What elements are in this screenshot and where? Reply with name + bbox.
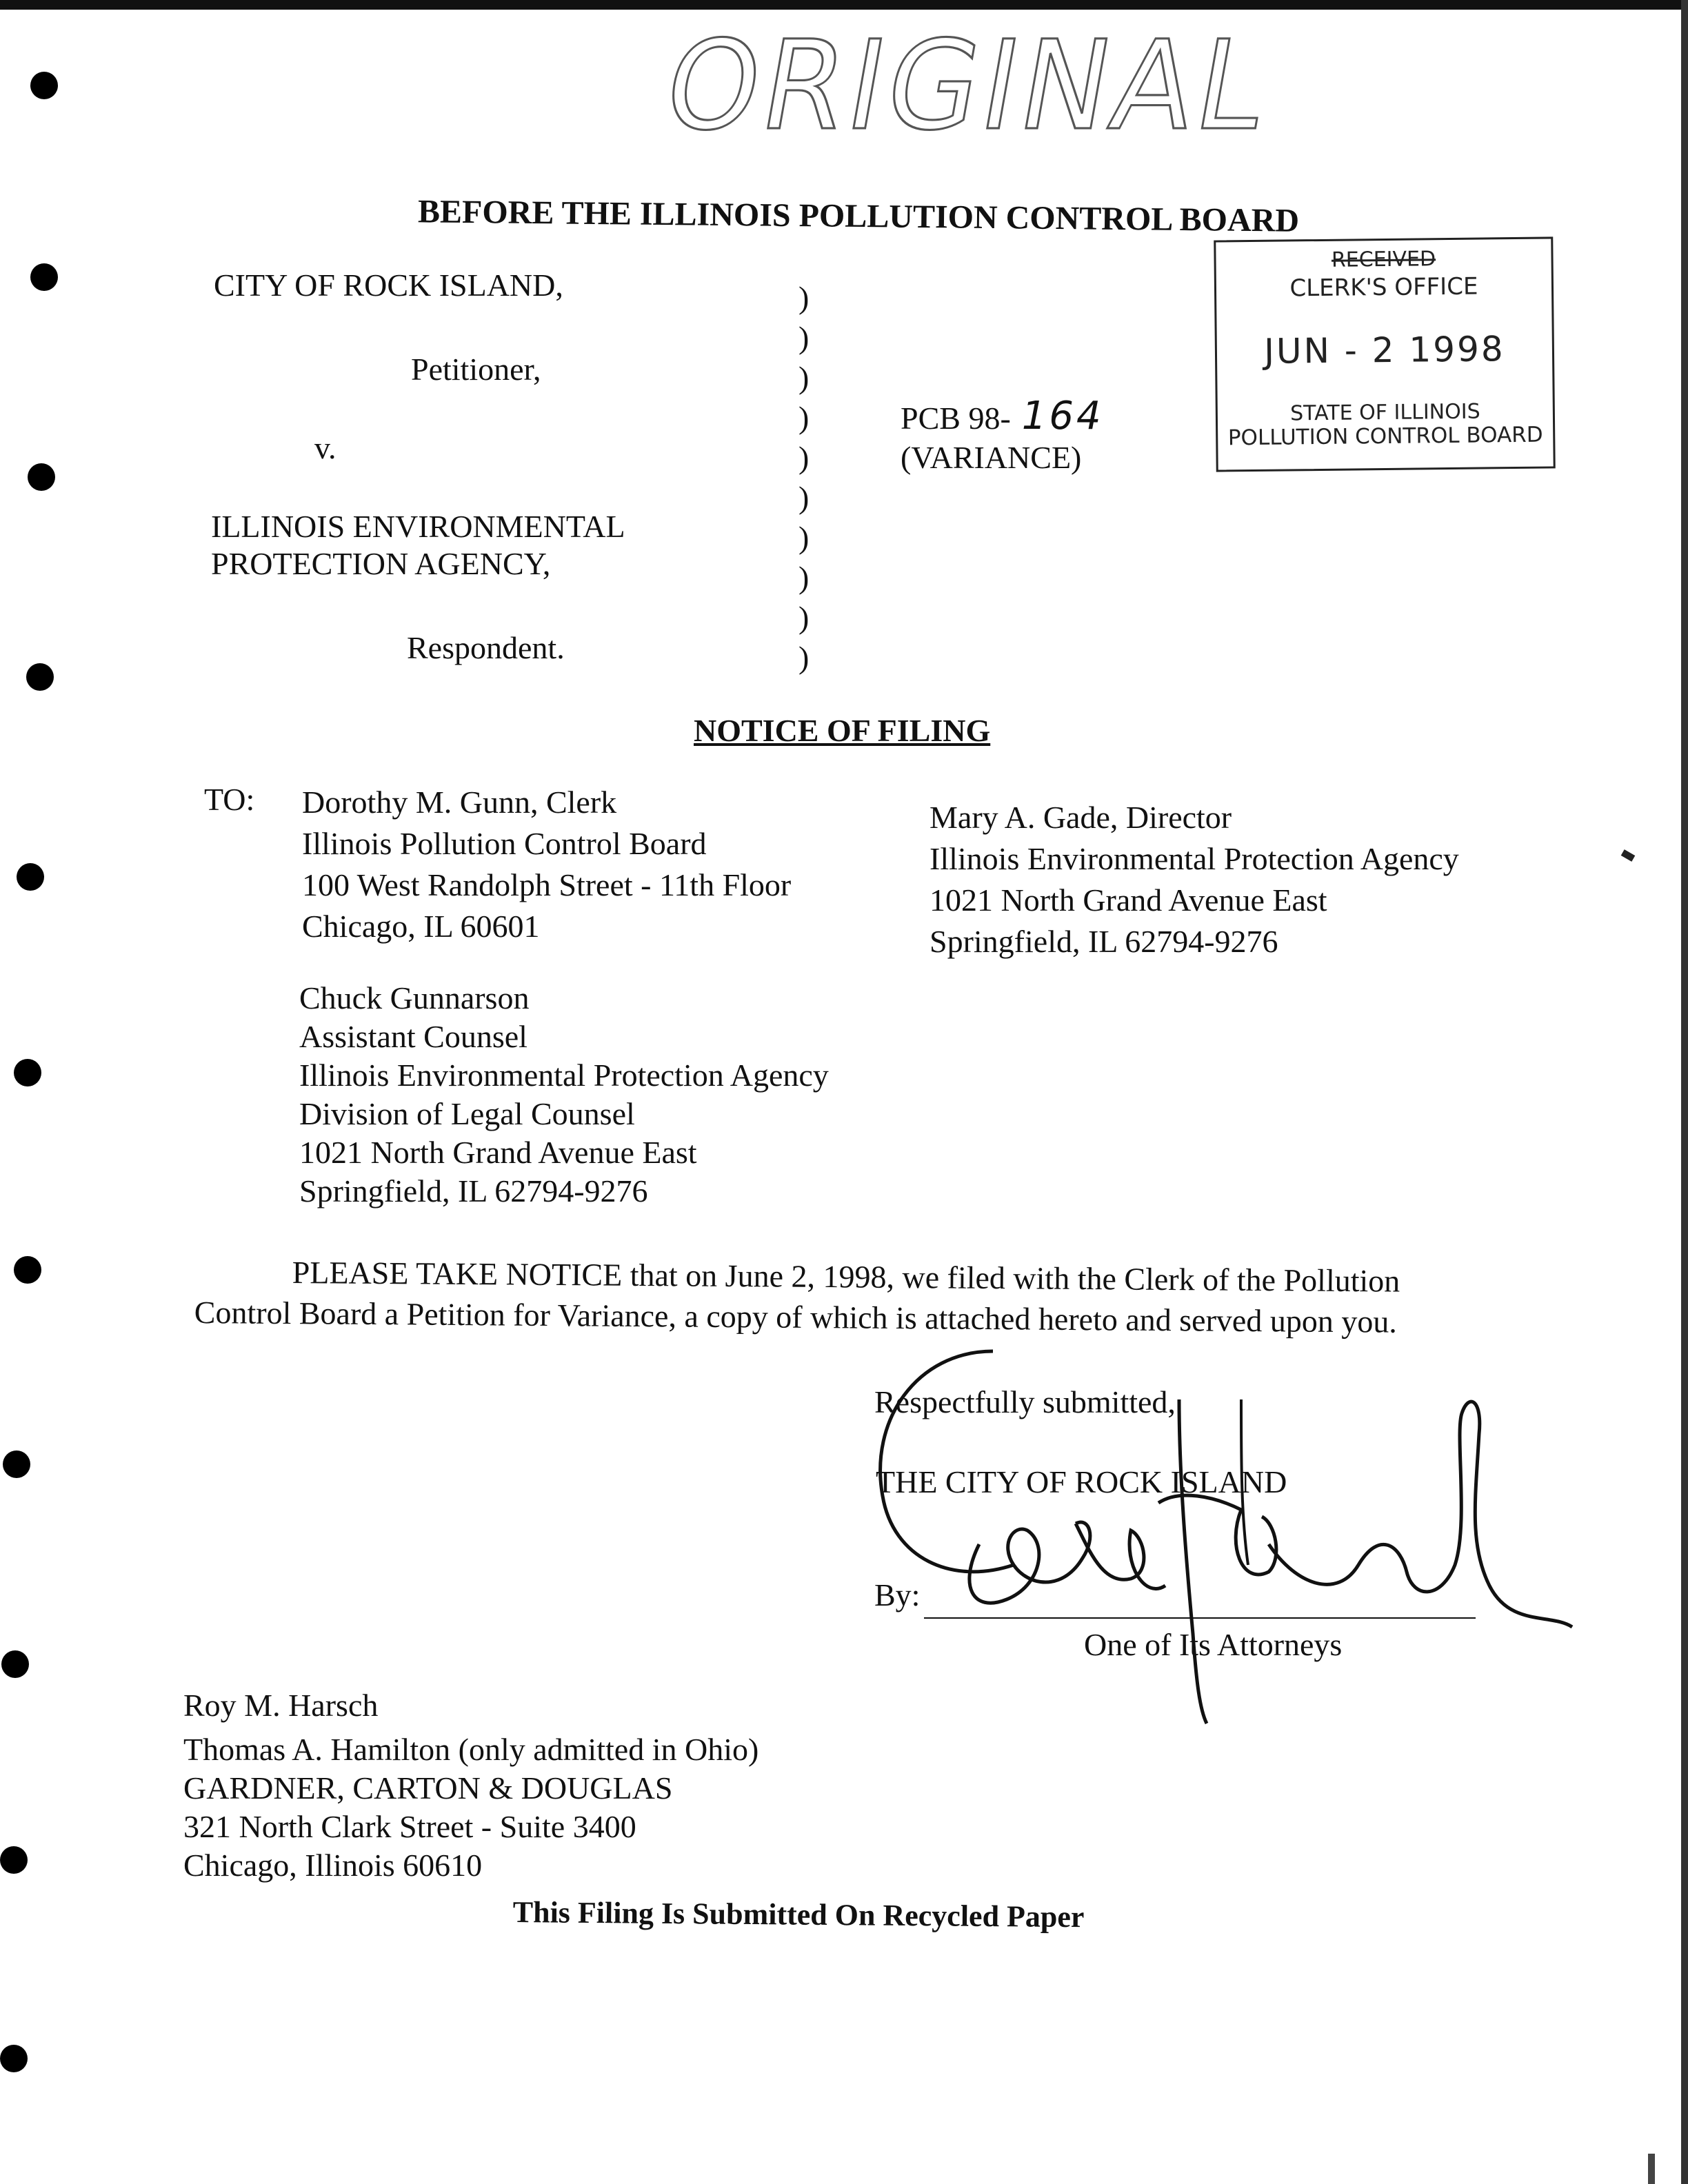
- stamp-received: RECEIVED: [1331, 247, 1436, 272]
- attorney-line: 321 North Clark Street - Suite 3400: [183, 1809, 636, 1844]
- recipient-line: Illinois Environmental Protection Agency: [299, 1058, 829, 1093]
- stamp-clerks-office: CLERK'S OFFICE: [1289, 272, 1478, 303]
- case-prefix: PCB 98-: [901, 401, 1011, 436]
- case-number-handwritten: 164: [1021, 394, 1104, 438]
- attorney-line: Chicago, Illinois 60610: [183, 1848, 483, 1883]
- stamp-board: POLLUTION CONTROL BOARD: [1227, 422, 1543, 451]
- caption-paren: ): [798, 520, 810, 555]
- case-number: [901, 394, 1104, 438]
- recipient-line: Chicago, IL 60601: [302, 909, 540, 944]
- board-heading: BEFORE THE ILLINOIS POLLUTION CONTROL BOARD: [417, 193, 1300, 239]
- stamp-state: STATE OF ILLINOIS: [1289, 399, 1480, 426]
- binder-hole: [14, 1256, 41, 1284]
- recipient-line: Assistant Counsel: [299, 1019, 528, 1054]
- recipient-director: [930, 798, 1459, 961]
- binder-hole: [0, 2045, 28, 2072]
- recipient-line: Illinois Environmental Protection Agency: [930, 841, 1459, 876]
- recipient-line: 1021 North Grand Avenue East: [299, 1135, 697, 1170]
- attorney-line: GARDNER, CARTON & DOUGLAS: [183, 1770, 673, 1806]
- caption-paren: ): [798, 400, 810, 435]
- signer-role: One of Its Attorneys: [1084, 1627, 1343, 1662]
- to-label: TO:: [204, 782, 255, 817]
- caption-paren: ): [798, 480, 810, 515]
- respondent-role: Respondent.: [407, 630, 565, 665]
- binder-hole: [26, 663, 54, 691]
- recycled-paper-note: This Filing Is Submitted On Recycled Paper: [512, 1895, 1085, 1934]
- notice-title: NOTICE OF FILING: [694, 713, 991, 748]
- caption-paren: ): [798, 560, 810, 595]
- recipient-line: Springfield, IL 62794-9276: [930, 924, 1278, 959]
- scan-speck: [1621, 849, 1636, 862]
- attorney-line: Thomas A. Hamilton (only admitted in Ohio): [183, 1732, 759, 1767]
- recipient-line: Division of Legal Counsel: [299, 1096, 635, 1131]
- signing-party: THE CITY OF ROCK ISLAND: [876, 1464, 1287, 1499]
- recipient-line: Mary A. Gade, Director: [930, 800, 1232, 835]
- recipient-line: Illinois Pollution Control Board: [302, 826, 707, 861]
- caption-paren: ): [798, 640, 810, 675]
- notice-body-line2: Control Board a Petition for Variance, a copy of which is attached hereto and served upon you.: [194, 1294, 1398, 1339]
- caption-paren: ): [798, 440, 810, 475]
- attorney-line: Roy M. Harsch: [183, 1688, 379, 1723]
- scan-speck: [1648, 2154, 1655, 2184]
- recipient-line: 1021 North Grand Avenue East: [930, 882, 1327, 918]
- binder-hole: [0, 1846, 28, 1874]
- recipient-clerk: [302, 783, 791, 946]
- binder-hole: [3, 1450, 30, 1478]
- recipient-line: Dorothy M. Gunn, Clerk: [302, 785, 617, 820]
- case-type: (VARIANCE): [901, 440, 1082, 475]
- scan-edge-right: [1681, 0, 1688, 2184]
- recipient-counsel: [299, 979, 829, 1211]
- caption-paren: ): [798, 320, 810, 355]
- caption-paren: ): [798, 280, 810, 315]
- respondent-name-line2: PROTECTION AGENCY,: [211, 546, 551, 581]
- by-label: By:: [874, 1577, 921, 1612]
- recipient-line: Springfield, IL 62794-9276: [299, 1173, 648, 1209]
- binder-hole: [14, 1059, 41, 1086]
- binder-hole: [17, 863, 44, 891]
- petitioner-role: Petitioner,: [411, 352, 541, 387]
- caption-paren: ): [798, 600, 810, 635]
- respondent-name-line1: ILLINOIS ENVIRONMENTAL: [211, 509, 625, 544]
- attorney-block: [183, 1686, 758, 1885]
- caption-paren: ): [798, 360, 810, 395]
- notice-body-line1: PLEASE TAKE NOTICE that on June 2, 1998, we filed with the Clerk of the Pollution: [292, 1254, 1400, 1299]
- scan-edge: [0, 0, 1688, 10]
- petitioner-name: CITY OF ROCK ISLAND,: [214, 267, 563, 303]
- binder-hole: [30, 263, 58, 291]
- binder-hole: [30, 72, 58, 99]
- handwritten-signature: [855, 1337, 1586, 1765]
- binder-hole: [1, 1650, 29, 1678]
- binder-hole: [28, 463, 55, 491]
- recipient-line: Chuck Gunnarson: [299, 980, 530, 1015]
- stamp-date: JUN - 2 1998: [1263, 329, 1505, 372]
- original-stamp: ORIGINAL: [654, 14, 1280, 158]
- closing: Respectfully submitted,: [874, 1384, 1176, 1419]
- recipient-line: 100 West Randolph Street - 11th Floor: [302, 867, 792, 902]
- received-stamp: [1214, 236, 1555, 472]
- versus: v.: [314, 430, 336, 465]
